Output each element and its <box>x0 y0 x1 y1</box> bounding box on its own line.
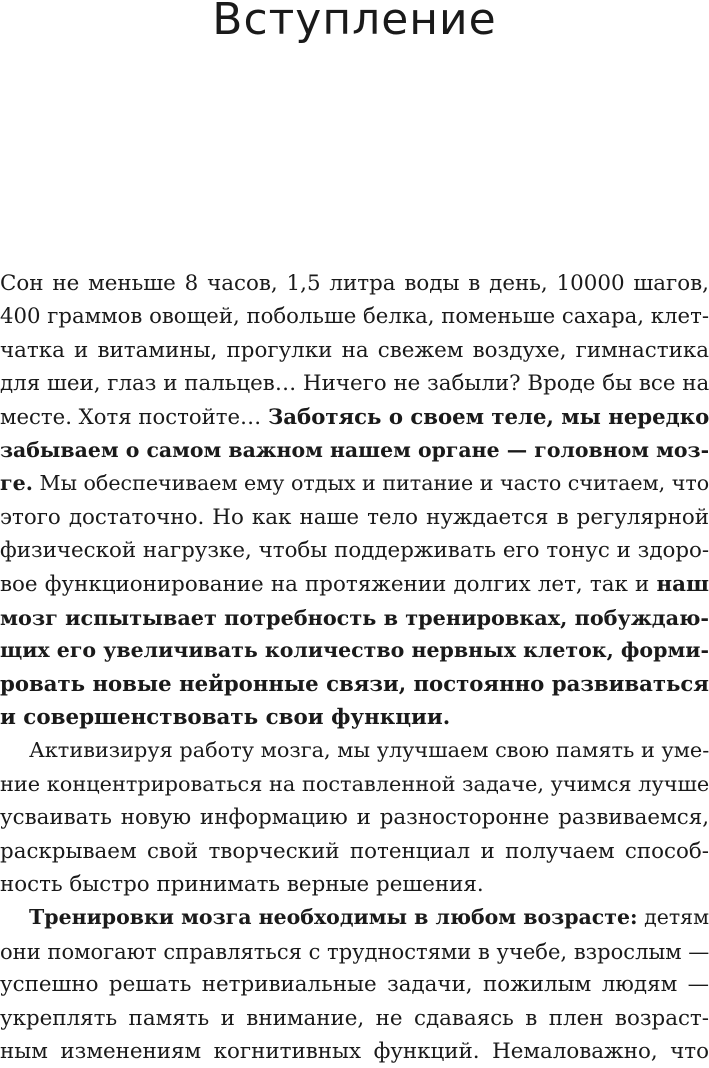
text-segment: месте. Хотя постойте… <box>0 404 269 430</box>
text-line <box>0 768 709 801</box>
bold-text-segment: ровать новые нейронные связи, постоянно развиваться <box>0 671 709 697</box>
bold-text-segment: мозг испытывает потребность в тренировках, побуждаю- <box>0 604 709 630</box>
bold-text-segment: Тренировки мозга необходимы в любом возрасте: <box>29 905 638 930</box>
text-line <box>0 935 709 968</box>
text-segment: вое функционирование на протяжении долгих лет, так и <box>0 571 657 597</box>
text-line <box>0 601 709 634</box>
bold-text-segment: ге. <box>0 471 33 496</box>
text-line <box>0 467 709 500</box>
text-segment: Мы обеспечиваем ему отдых и питание и часто считаем, что <box>32 471 709 496</box>
text-line <box>0 501 709 534</box>
text-segment: этого достаточно. Но как наше тело нуждается в регулярной <box>0 504 709 530</box>
text-line <box>0 1035 709 1068</box>
text-line <box>0 801 709 834</box>
text-line <box>0 968 709 1001</box>
text-line <box>0 634 709 667</box>
text-line <box>0 367 709 400</box>
text-line <box>0 300 709 333</box>
bold-text-segment: наш <box>656 571 709 597</box>
bold-text-segment: и совершенствовать свои функции. <box>0 705 451 731</box>
text-line <box>0 734 709 767</box>
text-line <box>0 701 709 734</box>
text-segment: Активизируя работу мозга, мы улучшаем свою память и уме- <box>29 738 709 763</box>
bold-text-segment: Заботясь о своем теле, мы нередко <box>268 404 709 430</box>
text-segment: ным изменениям когнитивных функций. Немаловажно, что <box>0 1038 709 1064</box>
text-segment: 400 граммов овощей, побольше белка, поменьше сахара, клет- <box>0 304 709 330</box>
text-line <box>0 868 709 901</box>
bold-text-segment: щих его увеличивать количество нервных клеток, форми- <box>0 638 709 663</box>
text-segment: Сон не меньше 8 часов, 1,5 литра воды в день, 10000 шагов, <box>0 271 709 296</box>
text-line <box>0 835 709 868</box>
text-line <box>0 901 709 934</box>
text-line <box>0 568 709 601</box>
text-segment: раскрываем свой творческий потенциал и получаем способ- <box>0 838 709 864</box>
chapter-title: Вступление <box>212 0 497 45</box>
text-segment: чатка и витамины, прогулки на свежем воздухе, гимнастика <box>0 337 709 363</box>
text-segment: укреплять память и внимание, не сдаваясь в плен возраст- <box>0 1005 709 1031</box>
text-line <box>0 401 709 434</box>
bold-text-segment: забываем о самом важном нашем органе — головном моз- <box>0 437 709 462</box>
text-line <box>0 267 709 300</box>
text-line <box>0 534 709 567</box>
text-line <box>0 1002 709 1035</box>
text-segment: ность быстро принимать верные решения. <box>0 872 484 898</box>
body-text <box>0 267 709 1068</box>
text-segment: успешно решать нетривиальные задачи, пожилым людям — <box>0 972 709 998</box>
text-segment: они помогают справляться с трудностями в учебе, взрослым — <box>0 938 709 964</box>
text-segment: для шеи, глаз и пальцев… Ничего не забыли? Вроде бы все на <box>0 371 709 397</box>
text-segment: детям <box>637 905 709 930</box>
text-segment: ние концентрироваться на поставленной задаче, учимся лучше <box>0 771 709 796</box>
text-line <box>0 434 709 467</box>
text-segment: физической нагрузке, чтобы поддерживать его тонус и здоро- <box>0 538 709 564</box>
text-line <box>0 668 709 701</box>
text-line <box>0 334 709 367</box>
text-segment: усваивать новую информацию и разносторонне развиваемся, <box>0 805 709 831</box>
